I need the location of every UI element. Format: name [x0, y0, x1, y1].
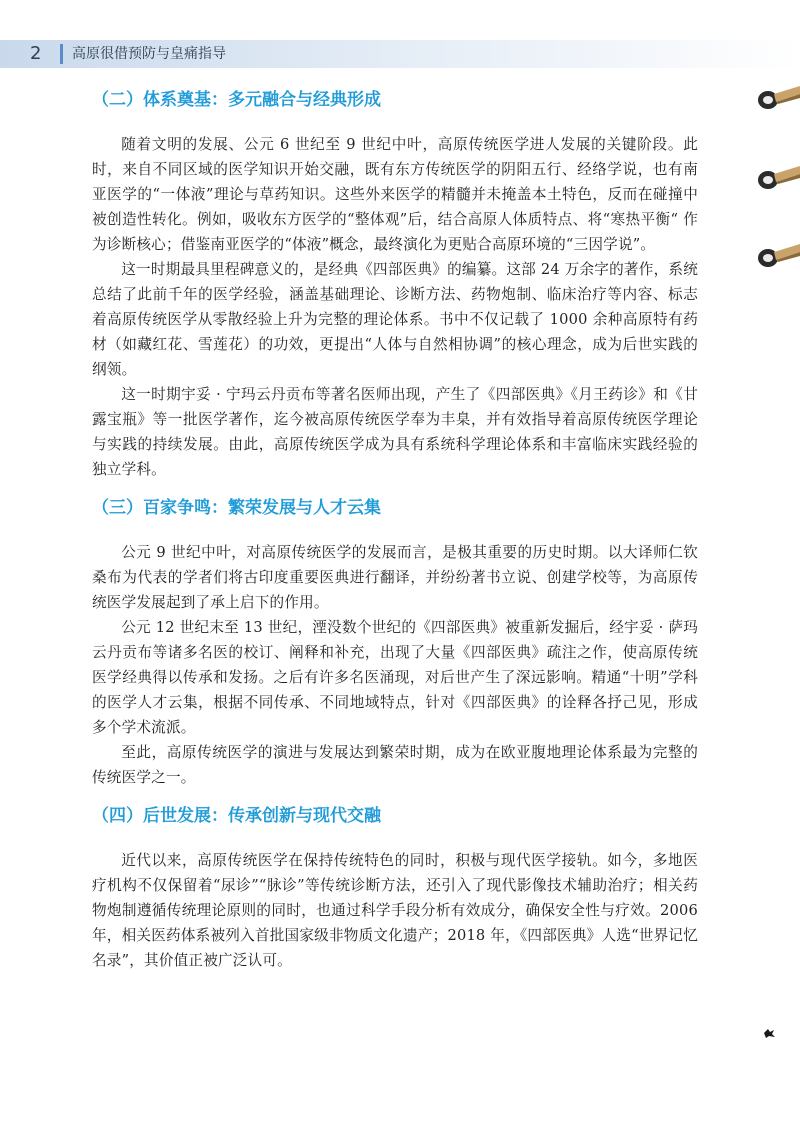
paragraph: 这一时期最具里程碑意义的，是经典《四部医典》的编纂。这部 24 万余字的著作，系统总结了此前千年的医学经验，涵盖基础理论、诊断方法、药物炮制、临床治疗等内容、标志着高原传统医学从零散经验上升为完整的理论体系。书中不仅记载了 1000 余种高原特有药材（如藏红花、雪莲花）的功效，更提出“人体与自然相协调”的核心理念，成为后世实践的纲领。	[92, 261, 698, 378]
ink-speck-icon	[762, 1027, 776, 1039]
decorative-brush-icon	[748, 162, 800, 196]
header-divider	[60, 44, 63, 64]
section-heading-3: （三）百家争鸣：繁荣发展与人才云集	[92, 498, 381, 518]
section-heading-4: （四）后世发展：传承创新与现代交融	[92, 806, 381, 826]
decorative-brush-icon	[748, 240, 800, 274]
page-number: 2	[30, 43, 42, 64]
paragraph: 随着文明的发展、公元 6 世纪至 9 世纪中叶，高原传统医学进人发展的关键阶段。此时，来自不同区域的医学知识开始交融，既有东方传统医学的阴阳五行、经络学说，也有南亚医学的“一体液”理论与草药知识。这些外来医学的精髓并未掩盖本土特色，反而在碰撞中被创造性转化。例如，吸收东方医学的“整体观”后，结合高原人体质特点、将“寒热平衡“ 作为诊断核心；借鉴南亚医学的“体液”概念，最终演化为更贴合高原环境的“三因学说”。	[92, 136, 698, 253]
section-gap	[92, 482, 698, 496]
decorative-brush-icon	[748, 82, 800, 116]
paragraph: 这一时期宇妥 · 宁玛云丹贡布等著名医师出现，产生了《四部医典》《月王药诊》和《甘露宝瓶》等一批医学著作，迄今被高原传统医学奉为丰臬，并有效指导着高原传统医学理论与实践的持续发展。由此，高原传统医学成为具有系统科学理论体系和丰富临床实践经验的独立学科。	[92, 386, 698, 478]
paragraph: 公元 9 世纪中叶，对高原传统医学的发展而言，是极其重要的历史时期。以大译师仁钦桑布为代表的学者们将古印度重要医典进行翻译，并纷纷著书立说、创建学校等，为高原传统医学发展起到了承上启下的作用。	[92, 544, 698, 611]
section-heading-2: （二）体系奠基：多元融合与经典形成	[92, 90, 381, 110]
paragraph: 近代以来，高原传统医学在保持传统特色的同时，积极与现代医学接轨。如今，多地医疗机构不仅保留着“尿诊”“脉诊”等传统诊断方法，还引入了现代影像技术辅助治疗；相关药物炮制遵循传统理论原则的同时，也通过科学手段分析有效成分，确保安全性与疗效。2006 年，相关医药体系被列入首批国家级非物质文化遗产；2018 年，《四部医典》人选“世界记忆名录”，其价值正被广泛认可。	[92, 852, 698, 969]
page-content	[92, 88, 698, 973]
running-title: 高原很借预防与皇痛指导	[72, 46, 226, 62]
paragraph: 公元 12 世纪末至 13 世纪，湮没数个世纪的《四部医典》被重新发掘后，经宇妥 · 萨玛云丹贡布等诸多名医的校订、阐释和补充，出现了大量《四部医典》疏注之作，使高原传统医学经典得以传承和发扬。之后有许多名医涌现，对后世产生了深远影响。精通“十明”学科的医学人才云集，根据不同传承、不同地域特点，针对《四部医典》的诠释各抒己见，形成多个学术流派。	[92, 619, 698, 736]
paragraph: 至此，高原传统医学的演进与发展达到繁荣时期，成为在欧亚腹地理论体系最为完整的传统医学之一。	[92, 744, 698, 786]
section-gap	[92, 790, 698, 804]
